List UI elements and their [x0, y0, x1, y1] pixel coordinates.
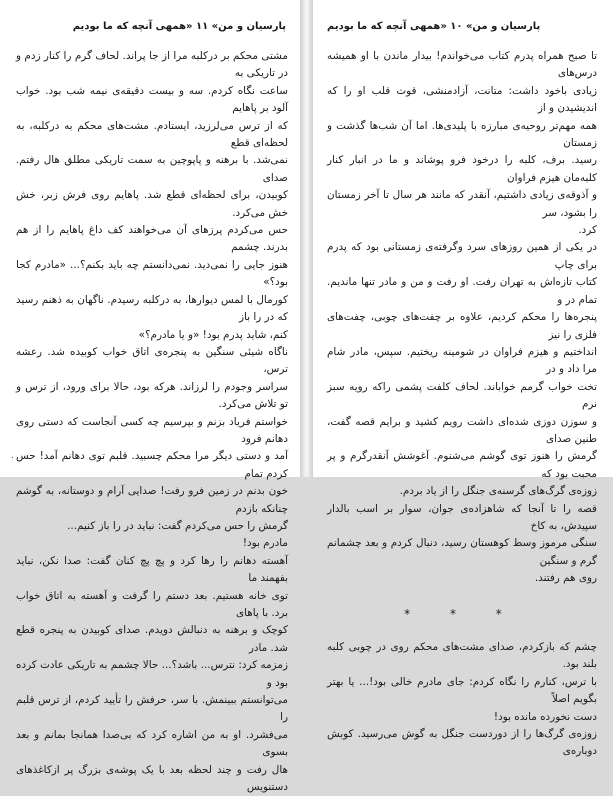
text-line: کورمال با لمس دیوارها، به درکلبه رسیدم. ناگهان به ذهنم رسید که در را باز: [16, 293, 288, 324]
text-line: رسید. برف، کلبه را درخود فرو پوشاند و ما در انبار کنار کلبه‌مان هیزم فراوان: [327, 154, 597, 184]
text-line: پنجره‌ها را محکم کردیم، علاوه بر چفت‌های چوبی، چفت‌های فلزی را نیز: [327, 311, 597, 341]
text-line: دست نخورده مانده بود!: [493, 710, 597, 723]
text-line: گرمش را حس می‌کردم گفت: نباید در را باز کنیم...: [67, 519, 288, 532]
text-line: کتاب تازه‌اش به تهران رفت. او رفت و من و مادر تنها ماندیم. تمام در و: [327, 276, 597, 306]
text-line: زوزه‌ی گرگ‌های گرسنه‌ی جنگل را از یاد بردم.: [399, 485, 597, 498]
text-line: در یکی از همین روزهای سرد وگرفته‌ی زمستانی بود که پدرم برای چاپ: [327, 241, 597, 271]
text-line: سراسر وجودم را لرزاند. هرکه بود، حالا برای ورود، از ترس و تو تلاش می‌کرد.: [16, 380, 288, 411]
text-line: و سوزن دوزی شده‌ای داشت رویم کشید و برایم قصه گفت، طنین صدای: [327, 415, 597, 445]
text-line: توی خانه هستیم. بعد دستم را گرفت و آهسته به اتاق خواب برد. با پاهای: [16, 589, 288, 619]
corner-mark: ۰: [10, 453, 15, 463]
text-line: هنوز جایی را نمی‌دید. نمی‌دانستم چه باید بکنم؟... «مادرم کجا بود؟»: [16, 258, 288, 289]
text-line: و آذوقه‌ی زیادی داشتیم، آنقدر که مانند هر سال تا آخر زمستان را بشود، سر: [327, 189, 597, 219]
text-line: انداختیم و هیزم فراوان در شومینه ریختیم. سپس، مادر شام مرا داد و در: [327, 345, 597, 376]
text-line: ناگاه شیئی سنگین به پنجره‌ی اتاق خواب کوبیده شد. رعشه ترس،: [16, 345, 288, 376]
text-line: کنم، شاید پدرم بود! «و یا مادرم؟»: [138, 328, 288, 341]
running-header: پارسیان و من» ۱۰ «همهی آنچه که ما بودیم: [327, 21, 541, 32]
book-gutter: [300, 0, 313, 477]
text-line: تا صبح همراه پدرم کتاب می‌خواندم! بیدار ماندن با او همیشه درس‌های: [327, 50, 597, 80]
text-line: خواستم فریاد بزنم و بپرسیم چه کسی آنجاست که دستی روی دهانم فرود: [16, 415, 288, 445]
text-line: زوزه‌ی گرگ‌ها را از دوردست جنگل به گوش می‌رسید. کوبش دوباره‌ی: [327, 728, 597, 758]
text-line: حس می‌کردم پرزهای آن می‌خواهند کف داغ پاهایم را از هم بدرند. چشمم: [16, 224, 288, 254]
paragraph-3: [327, 639, 597, 761]
text-line: کرد.: [578, 224, 597, 237]
text-line: تخت خواب گرمم خواباند. لحاف کلفت پشمی راکه رویه سبز نرم: [327, 380, 597, 411]
paragraph-1: [327, 48, 597, 239]
text-line: چشم که بازکردم، صدای مشت‌های محکم روی در چوبی کلبه بلند بود.: [327, 641, 597, 671]
text-line: مشتی محکم بر درکلبه مرا از جا پراند. لحاف گرم را کنار زدم و در تاریکی به: [16, 50, 288, 80]
text-line: قصه را تا آنجا که شاهزاده‌ی جوان، سوار بر اسب بالدار سپیدش، به کاخ: [327, 502, 597, 532]
paragraph-2: [327, 239, 597, 587]
text-line: که از ترس می‌لرزید، ایستادم. مشت‌های محکم به درکلبه، به لحظه‌ای قطع: [16, 119, 288, 150]
text-line: خون بدنم در زمین فرو رفت! صدایی آرام و دوستانه، به گوشم چنانکه بازدم: [16, 485, 288, 515]
text-line: گرمش را هنوز توی گوشم می‌شنوم. آغوشش آنقدرگرم و پر محبت بود که: [327, 450, 597, 480]
text-line: همه مهم‌تر روحیه‌ی مبارزه با پلیدی‌ها. اما آن شب‌ها گذشت و زمستان: [327, 119, 597, 150]
text-line: کوچک و برهنه به دنبالش دویدم. صدای کوبیدن به پنجره قطع شد. مادر: [16, 624, 288, 654]
text-line: کوبیدن، برای لحظه‌ای قطع شد. پاهایم روی فرش زبر، خش خش می‌کرد.: [16, 189, 288, 219]
running-header: پارسیان و من» ۱۱ «همهی آنچه که ما بودیم: [72, 21, 286, 32]
right-page-body: [327, 48, 597, 761]
text-line: ساعت نگاه کردم. سه و بیست دقیقه‌ی نیمه شب بود. خواب آلود بر پاهایم: [16, 84, 288, 115]
text-line: سنگی مرموز وسط کوهستان رسید، دنبال کردم و بعد چشمانم گرم و سنگین: [327, 537, 597, 567]
text-line: می‌فشرد. او به من اشاره کرد که بی‌صدا همانجا بمانم و بعد بسوی: [16, 728, 288, 759]
text-line: نمی‌شد. با برهنه و پاپوچین به سمت تاریکی مطلق هال رفتم. صدای: [16, 154, 288, 184]
left-page-body: [16, 48, 288, 796]
section-separator: * * *: [404, 606, 520, 621]
text-line: آهسته دهانم را رها کرد و پچ پچ کنان گفت: صدا نکن، نباید بفهمند ما: [16, 554, 288, 585]
text-line: با ترس، کنارم را نگاه کردم: جای مادرم خالی بود!... یا بهتر بگویم اصلاً: [327, 675, 597, 706]
text-line: زمزمه کرد: نترس... باشد؟... حالا چشمم به تاریکی عادت کرده بود و: [16, 659, 288, 689]
text-line: روی هم رفتند.: [534, 572, 597, 585]
text-line: می‌توانستم ببینمش. با سر، حرفش را تأیید کردم، از ترس قلبم را: [16, 694, 288, 724]
right-page: [313, 0, 613, 758]
text-line: آمد و دستی دیگر مرا محکم چسبید. قلبم توی دهانم آمد! حس کردم تمام: [16, 450, 288, 480]
text-line: زیادی باخود داشت: متانت، آزادمنشی، قوت قلب او را که اندیشیدن و از: [327, 84, 597, 115]
text-line: مادرم بود!: [242, 537, 288, 550]
text-line: هال رفت و چند لحظه بعد با یک پوشه‌ی بزرگ پر ازکاغذهای دستنویس: [16, 763, 288, 794]
left-page: [0, 0, 300, 794]
